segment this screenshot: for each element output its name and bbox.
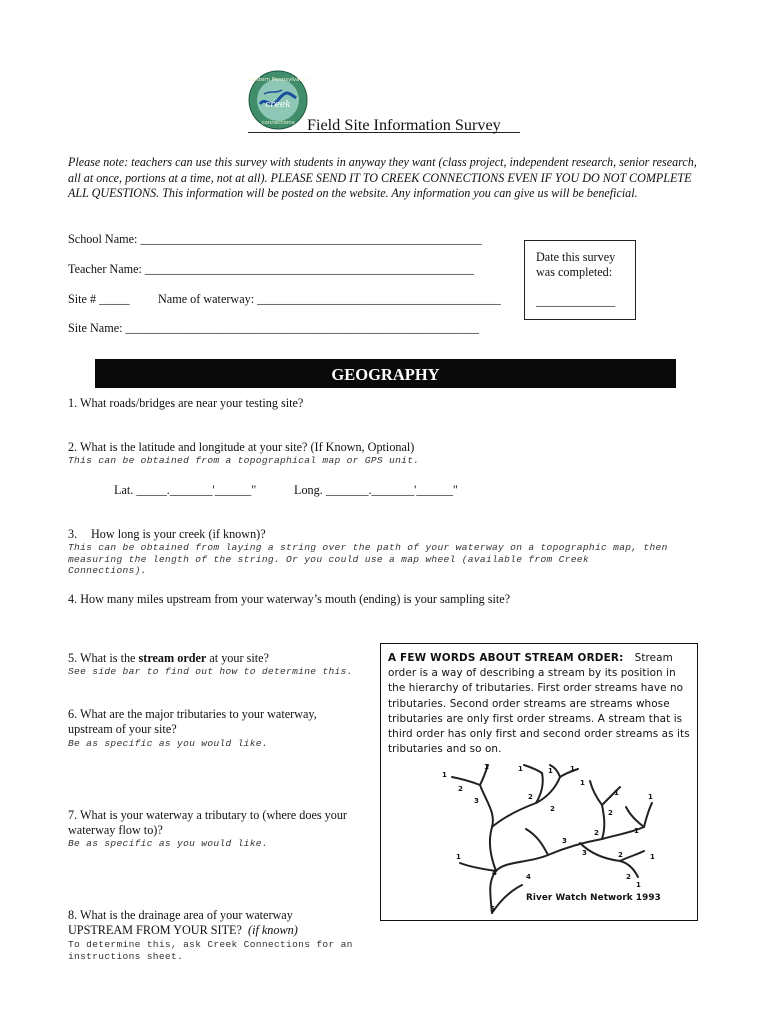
question-2-hint: This can be obtained from a topographical map or GPS unit.	[68, 455, 420, 466]
question-4: 4. How many miles upstream from your waterway’s mouth (ending) is your sampling site?	[68, 592, 511, 606]
question-5-suffix: at your site?	[206, 651, 269, 665]
svg-text:2: 2	[626, 873, 631, 881]
question-8-text: 8. What is the drainage area of your waterway UPSTREAM FROM YOUR SITE?	[68, 908, 293, 937]
question-3-hint: This can be obtained from laying a string over the path of your waterway on a topographic map, then measuring the length of the string. Or you could use a map wheel (available from Creek Connections).	[68, 542, 668, 576]
question-3: How long is your creek (if known)?	[91, 527, 266, 541]
svg-text:1: 1	[518, 765, 523, 773]
svg-text:1: 1	[548, 767, 553, 775]
page-title: Field Site Information Survey	[307, 116, 501, 134]
question-7: 7. What is your waterway a tributary to (where does your waterway flow to)?	[68, 808, 347, 837]
date-completed-field[interactable]: _____________	[536, 294, 616, 308]
svg-text:2: 2	[528, 793, 533, 801]
svg-text:4: 4	[492, 869, 497, 877]
intro-note: Please note: teachers can use this survey with students in anyway they want (class project, independent research, senior research, all at once, portions at a time, not at all). PLEASE SEND IT TO CREEK CONNECTIONS EVEN IF YOU DO NOT COMPLETE ALL QUESTIONS. This information will be posted on the website. Any information you can give us will be beneficial.	[68, 155, 697, 200]
svg-text:3: 3	[562, 837, 567, 845]
svg-text:1: 1	[650, 853, 655, 861]
sidebar-text	[388, 651, 692, 757]
question-5-prefix: 5. What is the	[68, 651, 139, 665]
sidebar-body: Stream order is a way of describing a stream by its position in the hierarchy of tributaries. First order streams have no tributaries. Second order streams are streams whose tributaries are only first order streams. A stream that is third order has only first and second order streams as its tributaries and so on.	[388, 652, 690, 756]
teacher-name-field[interactable]: Teacher Name: ______________________________________________________	[68, 262, 475, 276]
question-5-bold: stream order	[138, 651, 207, 665]
svg-text:1: 1	[456, 853, 461, 861]
svg-text:2: 2	[608, 809, 613, 817]
svg-text:4: 4	[526, 873, 531, 881]
logo-badge-icon	[248, 70, 308, 130]
question-1: 1. What roads/bridges are near your testing site?	[68, 396, 304, 410]
question-8	[68, 908, 348, 938]
svg-text:1: 1	[442, 771, 447, 779]
longitude-field[interactable]: Long. _______._______'______"	[294, 483, 458, 497]
diagram-credit: River Watch Network 1993	[526, 893, 661, 903]
svg-text:1: 1	[570, 765, 575, 773]
section-header-text: GEOGRAPHY	[331, 365, 440, 384]
svg-text:2: 2	[594, 829, 599, 837]
question-6: 6. What are the major tributaries to your waterway, upstream of your site?	[68, 707, 317, 736]
site-number-field[interactable]: Site # _____	[68, 292, 130, 306]
svg-text:1: 1	[484, 763, 489, 771]
date-box-line2: was completed:	[536, 265, 613, 279]
logo-bottom-text: connections	[261, 120, 295, 126]
question-5-hint: See side bar to find out how to determine this.	[68, 666, 353, 677]
date-box-line1: Date this survey	[536, 250, 616, 264]
school-name-field[interactable]: School Name: ________________________________________________________	[68, 232, 482, 246]
question-3-number: 3.	[68, 527, 78, 541]
sidebar-heading: A FEW WORDS ABOUT STREAM ORDER:	[388, 652, 624, 664]
svg-text:2: 2	[618, 851, 623, 859]
site-name-field[interactable]: Site Name: __________________________________________________________	[68, 321, 479, 335]
svg-text:3: 3	[474, 797, 479, 805]
question-6-hint: Be as specific as you would like.	[68, 738, 268, 749]
latitude-field[interactable]: Lat. _____._______'______"	[114, 483, 257, 497]
svg-text:2: 2	[458, 785, 463, 793]
svg-text:1: 1	[636, 881, 641, 889]
svg-text:5: 5	[490, 905, 495, 913]
creek-connections-logo	[248, 70, 308, 130]
question-2: 2. What is the latitude and longitude at your site? (If Known, Optional)	[68, 440, 415, 454]
logo-top-text: western Pennsylvania	[248, 77, 308, 83]
question-8-known: (if known)	[248, 923, 298, 937]
svg-text:1: 1	[580, 779, 585, 787]
svg-text:1: 1	[648, 793, 653, 801]
question-8-hint: To determine this, ask Creek Connections for an instructions sheet.	[68, 939, 353, 962]
svg-text:1: 1	[614, 789, 619, 797]
svg-text:1: 1	[634, 827, 639, 835]
waterway-name-field[interactable]: Name of waterway: ________________________________________	[158, 292, 501, 306]
question-5	[68, 651, 269, 666]
logo-center-text: creek	[265, 100, 291, 110]
svg-text:2: 2	[550, 805, 555, 813]
svg-text:3: 3	[582, 849, 587, 857]
question-7-hint: Be as specific as you would like.	[68, 838, 268, 849]
